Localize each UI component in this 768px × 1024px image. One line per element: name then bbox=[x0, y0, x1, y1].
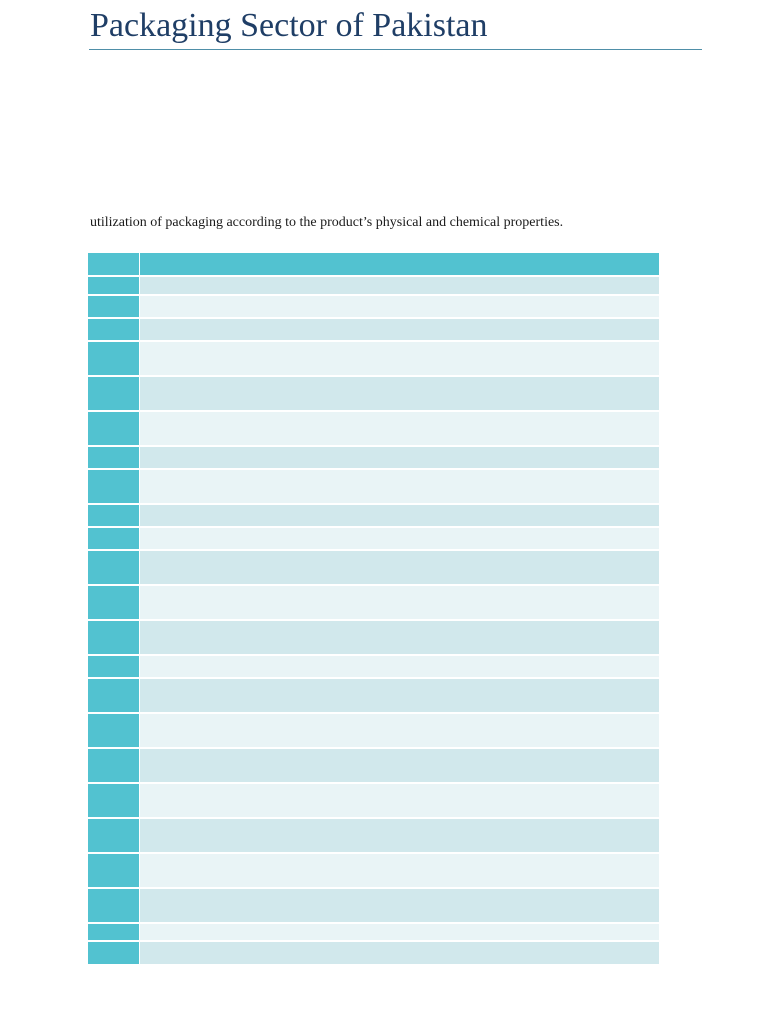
table-row-index-cell bbox=[88, 447, 140, 468]
table-row bbox=[88, 656, 659, 679]
table-row-index-cell bbox=[88, 470, 140, 503]
table-row-index-cell bbox=[88, 819, 140, 852]
table-row-index-cell bbox=[88, 319, 140, 340]
table-row bbox=[88, 924, 659, 942]
table-row bbox=[88, 586, 659, 621]
table-row-index-cell bbox=[88, 924, 140, 940]
table-row bbox=[88, 942, 659, 966]
table-row-main-cell bbox=[140, 377, 659, 410]
table-row-main-cell bbox=[140, 854, 659, 887]
table-row bbox=[88, 621, 659, 656]
table-row-index-cell bbox=[88, 277, 140, 294]
table-row-index-cell bbox=[88, 296, 140, 317]
table-row bbox=[88, 412, 659, 447]
table-row bbox=[88, 749, 659, 784]
table-row bbox=[88, 277, 659, 296]
table-row-main-cell bbox=[140, 296, 659, 317]
data-table bbox=[88, 253, 659, 966]
table-row-main-cell bbox=[140, 784, 659, 817]
table-row-index-cell bbox=[88, 551, 140, 584]
title-divider bbox=[89, 49, 702, 50]
body-paragraph: utilization of packaging according to the product’s physical and chemical properties. bbox=[90, 215, 564, 230]
table-row bbox=[88, 319, 659, 342]
table-row-index-cell bbox=[88, 942, 140, 964]
table-row-index-cell bbox=[88, 714, 140, 747]
table-row-index-cell bbox=[88, 505, 140, 526]
table-row-index-cell bbox=[88, 854, 140, 887]
table-header-row bbox=[88, 253, 659, 277]
table-row-main-cell bbox=[140, 586, 659, 619]
table-row-main-cell bbox=[140, 656, 659, 677]
table-row bbox=[88, 784, 659, 819]
table-row-index-cell bbox=[88, 889, 140, 922]
table-row-index-cell bbox=[88, 586, 140, 619]
page-title: Packaging Sector of Pakistan bbox=[90, 7, 488, 44]
table-row bbox=[88, 528, 659, 551]
table-row bbox=[88, 889, 659, 924]
table-row bbox=[88, 505, 659, 528]
table-row-index-cell bbox=[88, 679, 140, 712]
table-row-main-cell bbox=[140, 679, 659, 712]
table-row-main-cell bbox=[140, 819, 659, 852]
table-row-index-cell bbox=[88, 784, 140, 817]
table-row-main-cell bbox=[140, 551, 659, 584]
table-row bbox=[88, 819, 659, 854]
table-row bbox=[88, 296, 659, 319]
table-row bbox=[88, 447, 659, 470]
table-row-index-cell bbox=[88, 528, 140, 549]
table-row-main-cell bbox=[140, 749, 659, 782]
table-header-main-cell bbox=[140, 253, 659, 275]
table-row bbox=[88, 679, 659, 714]
table-row bbox=[88, 342, 659, 377]
table-row-main-cell bbox=[140, 505, 659, 526]
table-row-main-cell bbox=[140, 319, 659, 340]
table-header-index-cell bbox=[88, 253, 140, 275]
table-row-index-cell bbox=[88, 342, 140, 375]
table-row-main-cell bbox=[140, 924, 659, 940]
table-row-main-cell bbox=[140, 447, 659, 468]
table-row-main-cell bbox=[140, 342, 659, 375]
table-row bbox=[88, 714, 659, 749]
table-row bbox=[88, 470, 659, 505]
table-row-main-cell bbox=[140, 412, 659, 445]
table-row-main-cell bbox=[140, 942, 659, 964]
table-row-main-cell bbox=[140, 889, 659, 922]
table-row-index-cell bbox=[88, 621, 140, 654]
table-row bbox=[88, 377, 659, 412]
table-row-main-cell bbox=[140, 714, 659, 747]
table-row bbox=[88, 551, 659, 586]
table-row bbox=[88, 854, 659, 889]
table-row-index-cell bbox=[88, 749, 140, 782]
table-row-main-cell bbox=[140, 277, 659, 294]
table-row-index-cell bbox=[88, 656, 140, 677]
table-row-main-cell bbox=[140, 470, 659, 503]
table-row-index-cell bbox=[88, 377, 140, 410]
table-row-main-cell bbox=[140, 528, 659, 549]
table-row-index-cell bbox=[88, 412, 140, 445]
table-row-main-cell bbox=[140, 621, 659, 654]
